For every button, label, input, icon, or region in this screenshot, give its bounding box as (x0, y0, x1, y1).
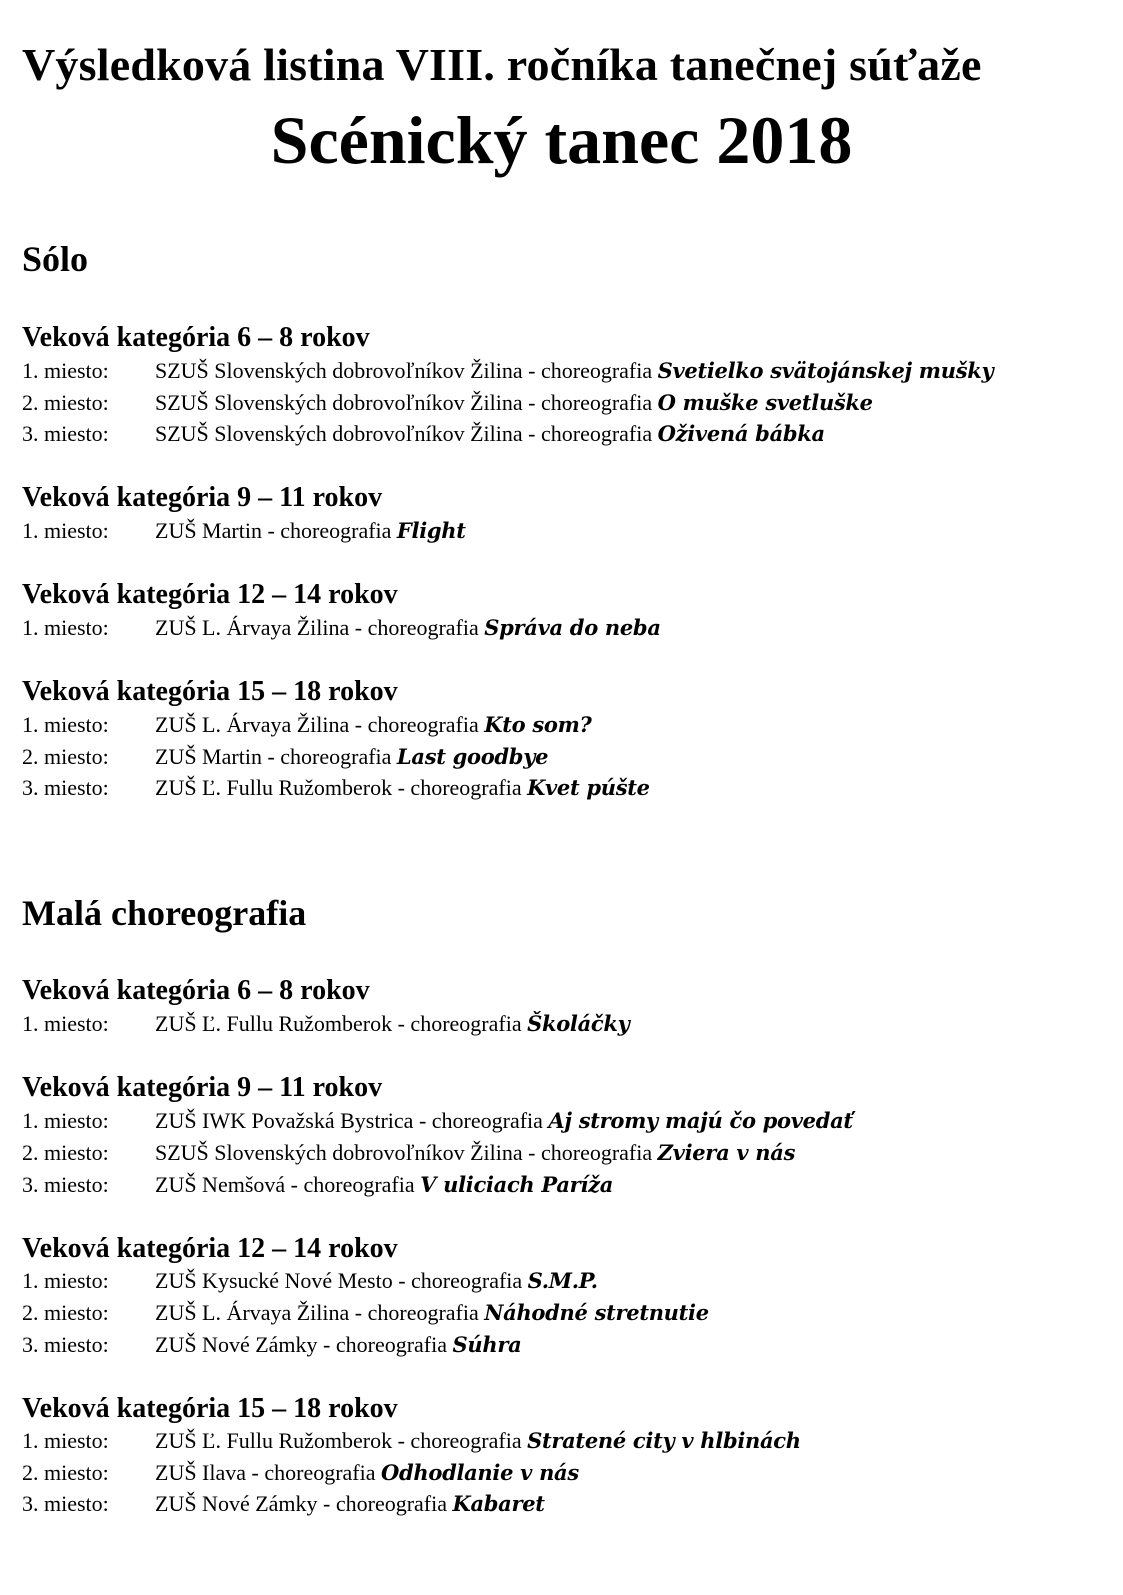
result-row (0, 1300, 1123, 1330)
school-name: ZUŠ Nové Zámky - choreografia (155, 1491, 448, 1516)
result-row (0, 1332, 1123, 1362)
result-entry (155, 1491, 545, 1517)
place-label: 1. miesto: (22, 712, 109, 737)
school-name: SZUŠ Slovenských dobrovoľníkov Žilina - choreografia (155, 390, 653, 415)
result-row (0, 358, 1123, 388)
section-heading-mala-choreografia: Malá choreografia (22, 893, 307, 933)
school-name: ZUŠ L. Árvaya Žilina - choreografia (155, 712, 479, 737)
result-entry (155, 1460, 579, 1486)
result-row (0, 744, 1123, 774)
result-row (0, 1268, 1123, 1298)
place-label: 3. miesto: (22, 421, 109, 446)
result-entry (155, 1172, 613, 1198)
result-entry (155, 744, 548, 770)
choreography-title: Náhodné stretnutie (484, 1300, 709, 1325)
choreography-title: Školáčky (527, 1011, 630, 1036)
choreography-title: Svetielko svätojánskej mušky (657, 358, 994, 383)
school-name: ZUŠ Martin - choreografia (155, 518, 392, 543)
place-label: 2. miesto: (22, 1140, 109, 1165)
place-label: 1. miesto: (22, 1108, 109, 1133)
document-title: Výsledková listina VIII. ročníka tanečnej súťaže (22, 39, 982, 90)
category-heading: Veková kategória 15 – 18 rokov (22, 676, 398, 707)
choreography-title: V uliciach Paríža (420, 1172, 614, 1197)
category-heading: Veková kategória 15 – 18 rokov (22, 1393, 398, 1424)
category-heading: Veková kategória 9 – 11 rokov (22, 1072, 383, 1103)
choreography-title: Zviera v nás (657, 1140, 796, 1165)
choreography-title: Kabaret (452, 1491, 545, 1516)
result-entry (155, 358, 993, 384)
result-row (0, 615, 1123, 645)
result-row (0, 1140, 1123, 1170)
category-heading: Veková kategória 12 – 14 rokov (22, 1233, 398, 1264)
result-entry (155, 390, 873, 416)
choreography-title: Odhodlanie v nás (381, 1460, 579, 1485)
result-entry (155, 1140, 795, 1166)
result-entry (155, 1332, 521, 1358)
place-label: 1. miesto: (22, 1011, 109, 1036)
result-row (0, 1011, 1123, 1041)
place-label: 1. miesto: (22, 1268, 109, 1293)
school-name: ZUŠ Ľ. Fullu Ružomberok - choreografia (155, 1428, 522, 1453)
choreography-title: Last goodbye (396, 744, 549, 769)
choreography-title: Oživená bábka (657, 421, 825, 446)
result-row (0, 775, 1123, 805)
place-label: 1. miesto: (22, 518, 109, 543)
result-entry (155, 615, 661, 641)
choreography-title: O muške svetluške (657, 390, 873, 415)
result-entry (155, 518, 466, 544)
result-entry (155, 775, 650, 801)
choreography-title: Kto som? (484, 712, 592, 737)
place-label: 2. miesto: (22, 744, 109, 769)
place-label: 2. miesto: (22, 390, 109, 415)
place-label: 3. miesto: (22, 1172, 109, 1197)
choreography-title: S.M.P. (527, 1268, 598, 1293)
choreography-title: Správa do neba (484, 615, 661, 640)
place-label: 3. miesto: (22, 1491, 109, 1516)
place-label: 1. miesto: (22, 615, 109, 640)
category-heading: Veková kategória 6 – 8 rokov (22, 975, 370, 1006)
school-name: ZUŠ Nemšová - choreografia (155, 1172, 415, 1197)
result-entry (155, 1108, 853, 1134)
school-name: SZUŠ Slovenských dobrovoľníkov Žilina - choreografia (155, 1140, 653, 1165)
category-heading: Veková kategória 12 – 14 rokov (22, 579, 398, 610)
result-row (0, 1172, 1123, 1202)
place-label: 3. miesto: (22, 1332, 109, 1357)
school-name: ZUŠ Nové Zámky - choreografia (155, 1332, 448, 1357)
place-label: 1. miesto: (22, 1428, 109, 1453)
result-entry (155, 1300, 709, 1326)
result-entry (155, 1011, 630, 1037)
choreography-title: Aj stromy majú čo povedať (548, 1108, 853, 1133)
result-row (0, 421, 1123, 451)
choreography-title: Flight (396, 518, 466, 543)
school-name: ZUŠ L. Árvaya Žilina - choreografia (155, 615, 479, 640)
result-row (0, 390, 1123, 420)
category-heading: Veková kategória 9 – 11 rokov (22, 482, 383, 513)
school-name: ZUŠ Kysucké Nové Mesto - choreografia (155, 1268, 523, 1293)
place-label: 2. miesto: (22, 1300, 109, 1325)
document-subtitle: Scénický tanec 2018 (270, 102, 853, 178)
school-name: ZUŠ Martin - choreografia (155, 744, 392, 769)
place-label: 3. miesto: (22, 775, 109, 800)
result-entry (155, 421, 825, 447)
category-heading: Veková kategória 6 – 8 rokov (22, 322, 370, 353)
choreography-title: Kvet púšte (527, 775, 650, 800)
place-label: 2. miesto: (22, 1460, 109, 1485)
choreography-title: Súhra (452, 1332, 522, 1357)
result-row (0, 712, 1123, 742)
school-name: ZUŠ Ilava - choreografia (155, 1460, 376, 1485)
result-row (0, 1491, 1123, 1521)
result-entry (155, 1428, 801, 1454)
result-row (0, 1460, 1123, 1490)
choreography-title: Stratené city v hlbinách (527, 1428, 801, 1453)
result-row (0, 1108, 1123, 1138)
place-label: 1. miesto: (22, 358, 109, 383)
result-entry (155, 1268, 598, 1294)
result-entry (155, 712, 592, 738)
school-name: ZUŠ IWK Považská Bystrica - choreografia (155, 1108, 543, 1133)
school-name: ZUŠ Ľ. Fullu Ružomberok - choreografia (155, 775, 522, 800)
school-name: ZUŠ Ľ. Fullu Ružomberok - choreografia (155, 1011, 522, 1036)
school-name: SZUŠ Slovenských dobrovoľníkov Žilina - choreografia (155, 421, 653, 446)
result-row (0, 518, 1123, 548)
section-heading-solo: Sólo (22, 239, 89, 279)
school-name: ZUŠ L. Árvaya Žilina - choreografia (155, 1300, 479, 1325)
school-name: SZUŠ Slovenských dobrovoľníkov Žilina - choreografia (155, 358, 653, 383)
result-row (0, 1428, 1123, 1458)
